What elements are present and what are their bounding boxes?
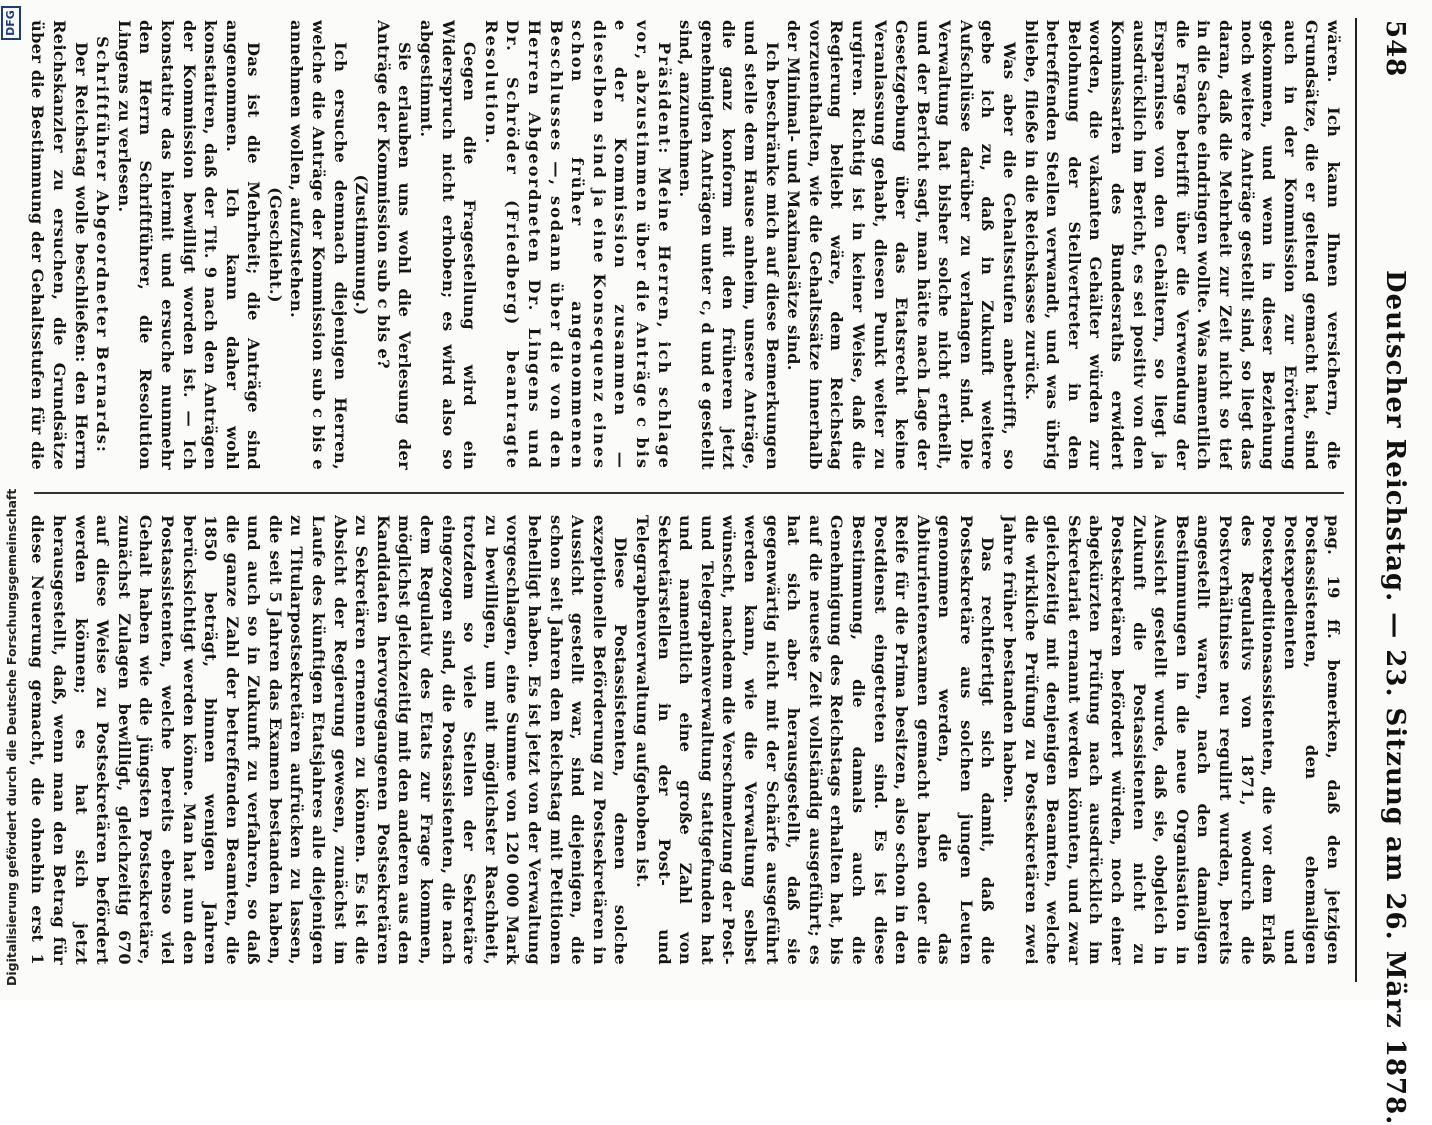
- digitization-credit: [0, 0, 24, 1000]
- right-text-column: [24, 515, 1344, 965]
- paragraph: Gegen die Fragestellung wird ein Widerspruch nicht erhoben; es wird also so abgestimmt.: [417, 20, 480, 470]
- paragraph: Diese Postassistenten, denen solche exzeptionelle Beförderung zu Postsekretären in Aussicht gestellt war, sind diejenigen, die schon seit Jahren den Reichstag mit Petitionen behelligt haben. Es ist jetzt von der Verwaltung vorgeschlagen, eine Summe von 120 000 Mark zu bewilligen, um mit möglichster Raschheit, trotzdem so viele Stellen der Sekretäre eingezogen sind, die Postassistenten, die nach dem Regulativ des Etats zur Frage kommen, möglichst gleichzeitig mit den anderen aus den Kandidaten hervorgegangenen Postsekretären zu Sekretären ernennen zu können. Es ist die Absicht der Regierung gewesen, zunächst im Laufe des künftigen Etatsjahres alle diejenigen zu Titularpostsekretären aufrücken zu lassen, die seit 5 Jahren das Examen bestanden haben, und auch so in Zukunft zu verfahren, so daß die ganze Zahl der betreffenden Beamten, die 1850 beträgt, binnen wenigen Jahren berücksichtigt werden könne. Man hat nun den Postassistenten, welche bereits ebenso viel Gehalt haben wie die jüngsten Postsekretäre, zunächst Zulagen bewilligt, gleichzeitig 670 auf diese Weise zu Postsekretären befördert werden können; es hat sich jetzt herausgestellt, daß, wenn man den Betrag für diese Neuerung gemacht, die ohnehin erst 1: [28, 515, 631, 965]
- paragraph: Ich beschränke mich auf diese Bemerkungen und stelle dem Hause anheim, unsere Anträge, die ganz konform mit den früheren jetzt genehmigten Anträgen unter c, d und e gestellt sind, anzunehmen.: [676, 20, 782, 470]
- paragraph: pag. 19 ff. bemerken, daß den jetzigen Postassistenten, den ehemaligen Postexpedienten und Postexpeditionsassistenten, die vor dem Erlaß des Regulativs von 1871, wodurch die Postverhältnisse neu regulirt wurden, bereits angestellt waren, nach den damaligen Bestimmungen in die neue Organisation in Aussicht gestellt wurde, daß sie, obgleich in Zukunft die Postassistenten nicht zu Postsekretären befördert würden, noch einer abgekürzten Prüfung nach ausdrücklich im Sekretariat ernannt werden könnten, und zwar gleichzeitig mit denjenigen Beamten, welche die wirkliche Prüfung zu Postsekretären zwei Jahre früher bestanden haben.: [1000, 515, 1343, 965]
- page-number: 548: [1380, 20, 1410, 78]
- paragraph: Das rechtfertigt sich damit, daß die Postsekretäre aus solchen jungen Leuten genommen werden, die das Abiturientenexamen gemacht haben oder die Reife für die Prima besitzen, also schon in den Postdienst eingetreten sind. Es ist diese Bestimmung, die damals auch die Genehmigung des Reichstags erhalten hat, bis auf die neueste Zeit vollständig ausgeführt; es hat sich aber herausgestellt, daß sie gegenwärtig nicht mit der Schärfe ausgeführt werden kann, wie die Verwaltung selbst wünscht, nachdem die Verschmelzung der Post- und Telegraphenverwaltung stattgefunden hat und namentlich eine große Zahl von Sekretärstellen in der Post- und Telegraphenverwaltung aufgehoben ist.: [633, 515, 998, 965]
- left-text-column: [24, 20, 1344, 470]
- resolution-text: Der Reichstag wolle beschließen: den Herrn Reichskanzler zu ersuchen, die Grundsätze über die Bestimmung der Gehaltsstufen für die: [28, 20, 91, 470]
- running-head: Deutscher Reichstag. — 23. Sitzung am 26. März 1878.: [1380, 270, 1410, 1125]
- column-divider: [34, 492, 1344, 494]
- speaker-paragraph: Präsident: Meine Herren, ich schlage vor, abzustimmen über die Anträge c bis e der Kommission zusammen — dieselben sind ja eine Konsequenz eines schon früher angenommenen Beschlusses —, sodann über die von den Herren Abgeordneten Dr. Lingens und Dr. Schröder (Friedberg) beantragte Resolution.: [481, 20, 674, 470]
- paragraph: Sie erlauben uns wohl die Verlesung der Anträge der Kommission sub c bis e?: [373, 20, 415, 470]
- paragraph: Das ist die Mehrheit; die Anträge sind angenommen. Ich kann daher wohl konstatiren, daß der Tit. 9 nach den Anträgen der Kommission bewilligt worden ist. — Ich konstatire das hiermit und ersuche nunmehr den Herrn Schriftführer, die Resolution Lingens zu verlesen.: [114, 20, 264, 470]
- credit-text: Digitalisierung gefördert durch die Deutsche Forschungsgemeinschaft: [4, 488, 19, 986]
- speaker-heading: Schriftführer Abgeordneter Bernards:: [93, 36, 113, 454]
- paragraph: Was aber die Gehaltsstufen anbetrifft, so gebe ich zu, daß in Zukunft weitere Aufschlüsse darüber zu verlangen sind. Die Verwaltung hat bisher solche nicht ertheilt, und der Bericht sagt, man hätte nach Lage der Gesetzgebung über das Etatsrecht keine Veranlassung gehabt, diesen Punkt weiter zu urgiren. Richtig ist in keiner Weise, daß die Regierung beliebt wäre, dem Reichstag vorzuenthalten, wie die Gehaltssätze innerhalb der Minimal- und Maximalsätze sind.: [784, 20, 1020, 470]
- stage-direction: (Zustimmung.): [352, 174, 372, 316]
- paragraph: wären. Ich kann Ihnen versichern, die Grundsätze, die er geltend gemacht hat, sind auch in der Kommission zur Erörterung gekommen, und wenn in dieser Beziehung noch weitere Anträge gestellt sind, so liegt das daran, daß die Mehrheit zur Zeit nicht so tief in die Sache eindringen wollte. Was namentlich die Frage betrifft über die Verwendung der Ersparnisse von den Gehältern, so liegt ja ausdrücklich im Bericht, es sei positiv von den Kommissarien des Bundesraths erwidert worden, die vakanten Gehälter würden zur Belohnung der Stellvertreter in den betreffenden Stellen verwandt, und was übrig bliebe, fließe in die Reichskasse zurück.: [1021, 20, 1343, 470]
- dfg-logo: DFG: [1, 6, 21, 40]
- stage-direction: (Geschieht.): [265, 187, 285, 303]
- page-header: [1370, 20, 1410, 1125]
- header-rule: [1355, 18, 1357, 982]
- paragraph: Ich ersuche demnach diejenigen Herren, welche die Anträge der Kommission sub c bis e annehmen wollen, aufzustehen.: [287, 20, 350, 470]
